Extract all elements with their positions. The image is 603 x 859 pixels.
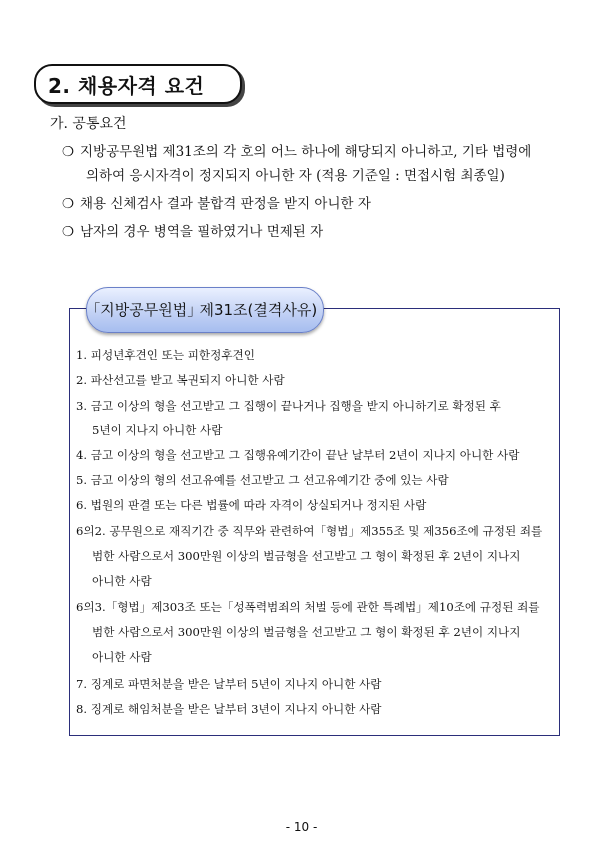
box-item: 2. 파산선고를 받고 복권되지 아니한 사람 bbox=[76, 373, 285, 387]
bullet-text-continued: 의하여 응시자격이 정지되지 아니한 자 (적용 기준일 : 면접시험 최종일) bbox=[86, 168, 505, 184]
box-item: 6의3.「형법」제303조 또는「성폭력범죄의 처벌 등에 관한 특례법」제10조에 규정된 죄를 bbox=[76, 600, 540, 614]
bullet-text: 채용 신체검사 결과 불합격 판정을 받지 아니한 자 bbox=[80, 196, 371, 212]
subsection-heading: 가. 공통요건 bbox=[50, 116, 127, 132]
box-item: 5. 금고 이상의 형의 선고유예를 선고받고 그 선고유예기간 중에 있는 사람 bbox=[76, 473, 449, 487]
box-item: 1. 피성년후견인 또는 피한정후견인 bbox=[76, 348, 255, 362]
box-item: 4. 금고 이상의 형을 선고받고 그 집행유예기간이 끝난 날부터 2년이 지나지 아니한 사람 bbox=[76, 448, 520, 462]
circle-bullet-icon: ❍ bbox=[62, 224, 75, 240]
box-label-text: ｢지방공무원법｣ 제31조(결격사유) bbox=[92, 301, 318, 319]
box-label-tab bbox=[86, 287, 324, 333]
requirement-bullet bbox=[62, 140, 531, 164]
bullet-text: 남자의 경우 병역을 필하였거나 면제된 자 bbox=[80, 224, 324, 240]
circle-bullet-icon: ❍ bbox=[62, 144, 75, 160]
bullet-text: 지방공무원법 제31조의 각 호의 어느 하나에 해당되지 아니하고, 기타 법령에 bbox=[80, 144, 532, 160]
box-item: 7. 징계로 파면처분을 받은 날부터 5년이 지나지 아니한 사람 bbox=[76, 677, 382, 691]
requirement-bullet bbox=[62, 192, 371, 216]
box-item: 6. 법원의 판결 또는 다른 법률에 따라 자격이 상실되거나 정지된 사람 bbox=[76, 498, 427, 512]
box-item-continued: 아니한 사람 bbox=[92, 650, 152, 664]
box-item: 6의2. 공무원으로 재직기간 중 직무와 관련하여「형법」제355조 및 제356조에 규정된 죄를 bbox=[76, 524, 543, 538]
box-item-continued: 범한 사람으로서 300만원 이상의 벌금형을 선고받고 그 형이 확정된 후 2년이 지나지 bbox=[92, 549, 521, 563]
box-item-continued: 범한 사람으로서 300만원 이상의 벌금형을 선고받고 그 형이 확정된 후 2년이 지나지 bbox=[92, 625, 521, 639]
box-item-continued: 아니한 사람 bbox=[92, 574, 152, 588]
page-number: - 10 - bbox=[285, 820, 318, 834]
section-title: 2. 채용자격 요건 bbox=[48, 74, 205, 98]
circle-bullet-icon: ❍ bbox=[62, 196, 75, 212]
box-item: 3. 금고 이상의 형을 선고받고 그 집행이 끝나거나 집행을 받지 아니하기로 확정된 후 bbox=[76, 399, 501, 413]
box-item-continued: 5년이 지나지 아니한 사람 bbox=[92, 423, 223, 437]
requirement-bullet bbox=[62, 220, 323, 244]
box-item: 8. 징계로 해임처분을 받은 날부터 3년이 지나지 아니한 사람 bbox=[76, 702, 382, 716]
